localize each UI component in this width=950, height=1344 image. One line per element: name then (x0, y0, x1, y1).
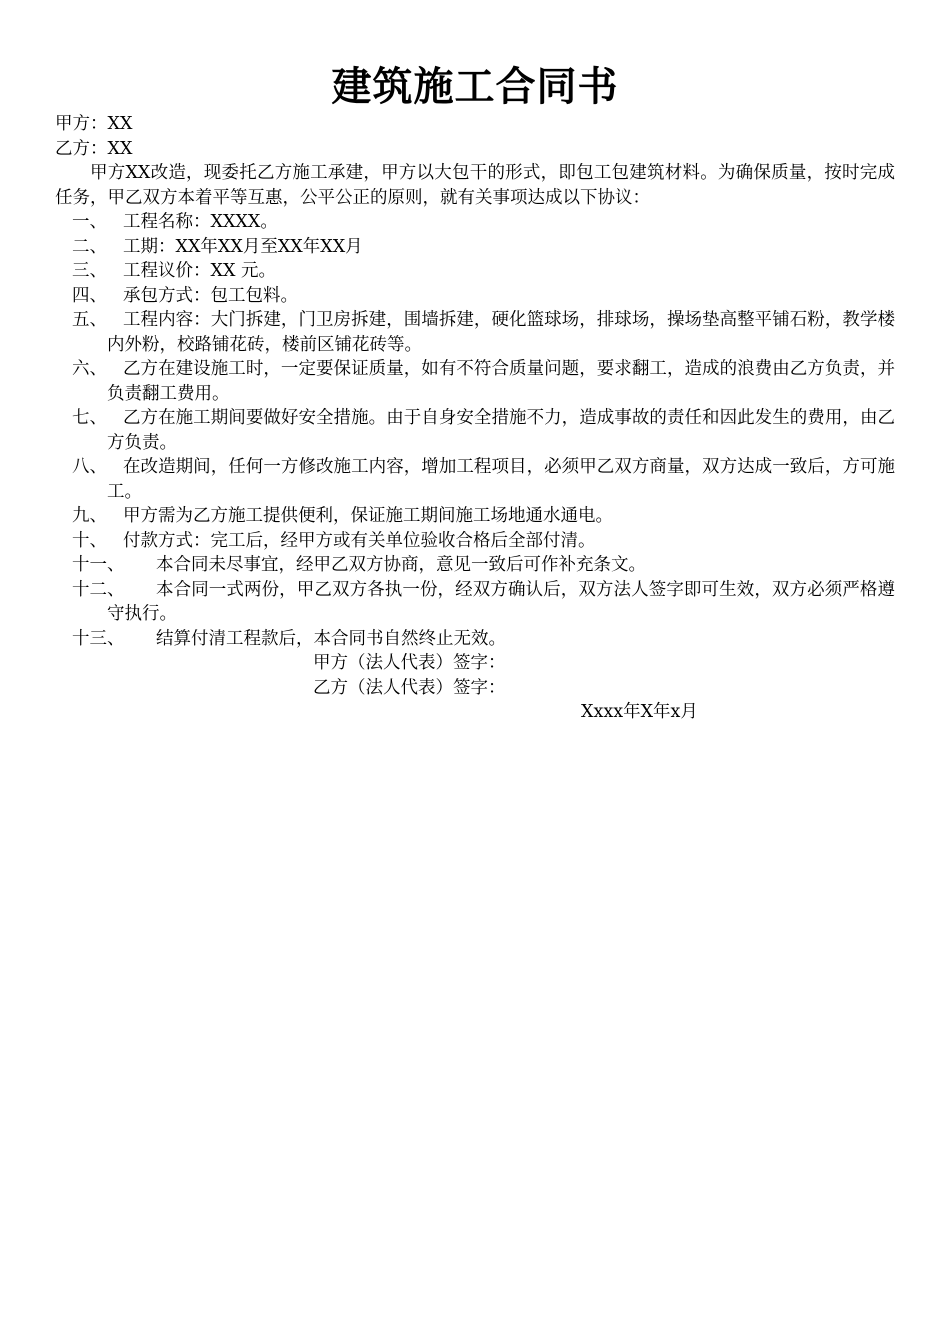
clause-text: 乙方在建设施工时，一定要保证质量，如有不符合质量问题，要求翻工，造成的浪费由乙方负责，并负责翻工费用。 (107, 359, 895, 404)
intro-paragraph: 甲方XX改造，现委托乙方施工承建，甲方以大包干的形式，即包工包建筑材料。为确保质量，按时完成任务，甲乙双方本着平等互惠，公平公正的原则，就有关事项达成以下协议： (55, 163, 895, 208)
clause-item (55, 553, 895, 578)
clause-list (55, 210, 895, 651)
clause-number: 六、 (72, 359, 107, 379)
clause-number: 十一、 (72, 555, 125, 575)
party-b-signature: 乙方（法人代表）签字： (313, 677, 506, 698)
clause-number: 八、 (72, 457, 107, 477)
clause-item (55, 529, 895, 554)
signature-date: Xxxx年X年x月 (581, 702, 698, 722)
clause-text: 工程内容：大门拆建，门卫房拆建，围墙拆建，硬化篮球场，排球场，操场垫高整平铺石粉，教学楼内外粉，校路铺花砖，楼前区铺花砖等。 (107, 310, 895, 355)
party-a-signature: 甲方（法人代表）签字： (313, 653, 506, 673)
clause-number: 五、 (72, 310, 107, 330)
clause-text: 乙方在施工期间要做好安全措施。由于自身安全措施不力，造成事故的责任和因此发生的费用，由乙方负责。 (107, 408, 895, 453)
clause-text: 工程议价：XX 元。 (123, 261, 276, 281)
clause-item (55, 578, 895, 627)
clause-text: 本合同未尽事宜，经甲乙双方协商，意见一致后可作补充条文。 (156, 555, 646, 575)
clause-text: 结算付清工程款后，本合同书自然终止无效。 (156, 628, 506, 649)
clause-text: 工程名称：XXXX。 (123, 212, 278, 232)
clause-text: 付款方式：完工后，经甲方或有关单位验收合格后全部付清。 (123, 530, 596, 551)
clause-text: 本合同一式两份，甲乙双方各执一份，经双方确认后，双方法人签字即可生效，双方必须严格遵守执行。 (107, 579, 895, 624)
clause-text: 工期：XX年XX月至XX年XX月 (123, 236, 363, 257)
clause-number: 三、 (72, 261, 107, 281)
clause-item (55, 210, 895, 235)
clause-item (55, 504, 895, 529)
clause-item (55, 455, 895, 504)
clause-number: 一、 (72, 212, 107, 232)
clause-number: 四、 (72, 285, 107, 306)
document-title: 建筑施工合同书 (331, 64, 619, 110)
clause-item (55, 284, 895, 309)
clause-text: 承包方式：包工包料。 (123, 285, 298, 306)
clause-text: 在改造期间，任何一方修改施工内容，增加工程项目，必须甲乙双方商量，双方达成一致后，方可施工。 (107, 457, 895, 502)
clause-number: 十、 (72, 530, 107, 551)
document-body (55, 112, 895, 725)
clause-item (55, 259, 895, 284)
clause-text: 甲方需为乙方施工提供便利，保证施工期间施工场地通水通电。 (123, 506, 613, 526)
clause-number: 九、 (72, 506, 107, 526)
clause-item (55, 235, 895, 260)
clause-number: 十二、 (72, 579, 125, 600)
clause-item (55, 357, 895, 406)
party-a-line: 甲方：XX (55, 114, 133, 134)
clause-item (55, 406, 895, 455)
clause-number: 十三、 (72, 628, 125, 649)
clause-number: 七、 (72, 408, 107, 428)
clause-item (55, 627, 895, 652)
clause-number: 二、 (72, 236, 107, 257)
party-b-line: 乙方：XX (55, 138, 133, 159)
clause-item (55, 308, 895, 357)
